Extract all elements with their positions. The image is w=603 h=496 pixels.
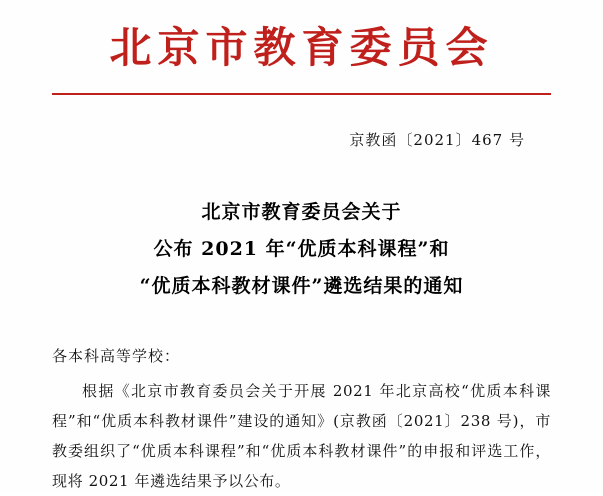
letterhead [52, 0, 551, 95]
document-title-line-2: 公布 2021 年“优质本科课程”和 [153, 237, 450, 260]
letterhead-divider-rule [52, 93, 551, 95]
salutation: 各本科高等学校： [52, 346, 181, 365]
document-title-line-1: 北京市教育委员会关于 [201, 200, 402, 223]
document-title-line-3: “优质本科教材课件”遴选结果的通知 [139, 274, 464, 297]
body-paragraph: 根据《北京市教育委员会关于开展 2021 年北京高校“优质本科课程”和“优质本科教材课件”建设的通知》(京教函〔2021〕238 号)，市教委组织了“优质本科课程”和“优质本科教材课件”的申报和评选工作，现将 2021 年遴选结果予以公布。 [52, 381, 551, 490]
issuing-organization-title: 北京市教育委员会 [109, 23, 494, 72]
document-number: 京教函〔2021〕467 号 [349, 130, 525, 149]
document-title [52, 194, 551, 305]
document-body [52, 376, 551, 496]
